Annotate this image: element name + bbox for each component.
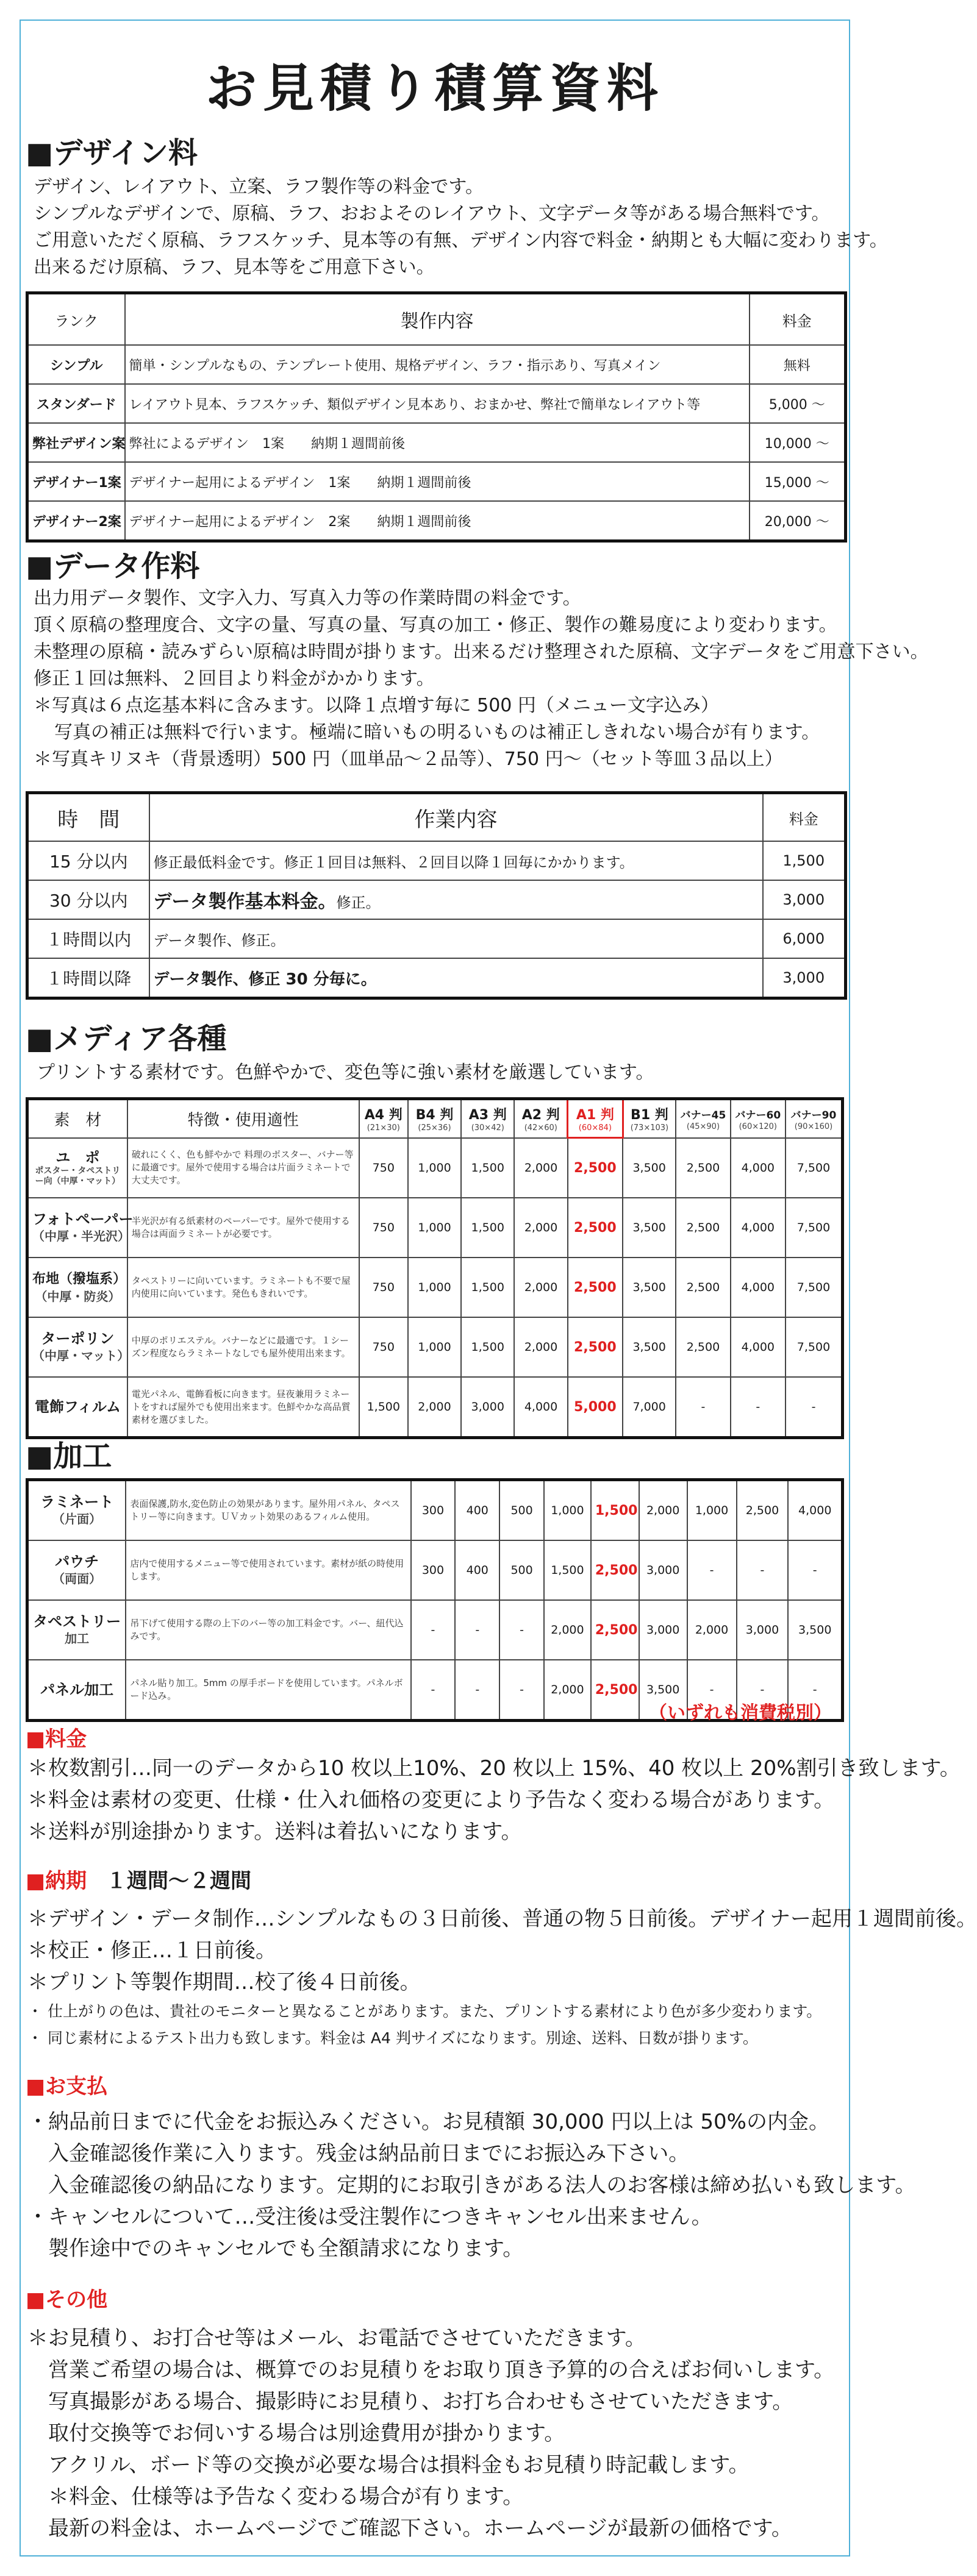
design-rank: スタンダード (27, 384, 125, 423)
other-line: 営業ご希望の場合は、概算でのお見積りをお取り頂き予算的の合えばお伺いします。 (48, 2358, 835, 2382)
text-label: 加工 (65, 1631, 90, 1646)
price-cell: 1,000 (408, 1138, 461, 1198)
design-line: シンプルなデザインで、原稿、ラフ、おおよそのレイアウト、文字データ等がある場合無料です。 (34, 203, 830, 224)
data-fee: 6,000 (763, 919, 846, 958)
design-content: デザイナー起用によるデザイン 2案 納期１週間前後 (125, 501, 750, 541)
table-row (27, 462, 846, 501)
data-header-content: 作業内容 (149, 793, 763, 842)
media-material (27, 1377, 127, 1438)
text-label: B1 判 (631, 1108, 668, 1123)
design-fee-table (26, 291, 847, 543)
price-cell: - (676, 1377, 730, 1438)
media-header-feature: 特徴・使用適性 (127, 1099, 359, 1138)
design-line: 出来るだけ原稿、ラフ、見本等をご用意下さい。 (34, 257, 435, 278)
data-content-bold: データ製作基本料金。 (153, 891, 337, 913)
price-cell: 4,000 (731, 1258, 786, 1317)
price-cell: 1,500 (591, 1480, 639, 1541)
price-cell: 2,500 (591, 1540, 639, 1600)
media-feature: タペストリーに向いています。ラミネートも不要で屋内使用に向いています。発色もきれいです。 (127, 1258, 359, 1317)
fees-body (27, 1752, 961, 1848)
text-label: ユ ポ (55, 1148, 100, 1166)
price-cell: 3,500 (623, 1138, 676, 1198)
data-content (149, 919, 763, 958)
other-line: アクリル、ボード等の交換が必要な場合は損料金もお見積り時記載します。 (48, 2453, 750, 2477)
media-material (27, 1317, 130, 1377)
price-cell: 1,500 (544, 1540, 591, 1600)
delivery-heading-period: １週間～２週間 (106, 1869, 251, 1893)
price-cell: 300 (411, 1480, 456, 1541)
price-cell: - (455, 1600, 499, 1660)
price-cell: 750 (359, 1198, 408, 1258)
design-fee: 5,000 ～ (750, 384, 846, 423)
text-label: パネル加工 (40, 1681, 114, 1698)
text-label: 布地（撥塩系） (32, 1272, 127, 1287)
design-rank: デザイナー2案 (27, 501, 125, 541)
table-row (27, 501, 846, 541)
price-cell: 1,500 (461, 1258, 514, 1317)
design-heading: ■デザイン料 (26, 136, 198, 170)
data-work-line: 頂く原稿の整理度合、文字の量、写真の量、写真の加工・修正、製作の難易度により変わります。 (34, 614, 837, 636)
media-feature: 半光沢が有る紙素材のペーパーです。屋外で使用する場合は両面ラミネートが必要です。 (127, 1198, 359, 1258)
price-cell: - (737, 1660, 789, 1721)
table-row (27, 958, 846, 998)
processing-heading: ■加工 (26, 1439, 112, 1473)
price-cell: 400 (455, 1480, 499, 1541)
price-cell: 2,500 (591, 1600, 639, 1660)
data-time: １時間以内 (27, 919, 149, 958)
text-label: (30×42) (471, 1123, 504, 1133)
data-header-fee: 料金 (763, 793, 846, 842)
size-header (676, 1099, 730, 1138)
text-label: (90×160) (794, 1122, 833, 1131)
price-cell: - (788, 1660, 842, 1721)
data-content-text: データ製作、修正。 (153, 931, 285, 949)
size-header (514, 1099, 567, 1138)
data-content (149, 841, 763, 880)
delivery-line: ＊デザイン・データ制作…シンプルなもの３日前後、普通の物５日前後。デザイナー起用１週間前後。 (27, 1907, 977, 1931)
price-cell: 2,500 (568, 1198, 623, 1258)
price-cell: 1,500 (461, 1198, 514, 1258)
price-cell: 2,500 (676, 1317, 730, 1377)
price-cell: 7,500 (786, 1198, 843, 1258)
text-label: （中厚・防炎） (35, 1289, 121, 1304)
price-cell: 2,500 (568, 1258, 623, 1317)
table-row (27, 841, 846, 880)
price-cell: - (788, 1540, 842, 1600)
data-content (149, 880, 763, 919)
other-body (27, 2322, 834, 2544)
page-title: お見積り積算資料 (205, 59, 664, 118)
delivery-body (27, 1903, 977, 2052)
text-label: バナー90 (790, 1109, 837, 1122)
delivery-note: ・ 仕上がりの色は、貴社のモニターと異なることがあります。また、プリントする素材により色が多少変わります。 (27, 2002, 822, 2020)
processing-material (27, 1540, 126, 1600)
price-cell: 750 (359, 1138, 408, 1198)
media-material (27, 1138, 127, 1198)
delivery-line: ＊校正・修正…１日前後。 (27, 1938, 276, 1963)
other-line: 最新の料金は、ホームページでご確認下さい。ホームページが最新の価格です。 (48, 2516, 792, 2541)
price-cell: - (499, 1660, 544, 1721)
price-cell: 500 (499, 1480, 544, 1541)
payment-heading: ■お支払 (26, 2074, 108, 2099)
design-content: デザイナー起用によるデザイン 1案 納期１週間前後 (125, 462, 750, 501)
price-cell: - (687, 1540, 737, 1600)
table-row (27, 1258, 843, 1317)
fees-heading: ■料金 (26, 1727, 87, 1751)
media-material (27, 1198, 134, 1258)
price-cell: 1,000 (544, 1480, 591, 1541)
price-cell: 3,000 (639, 1600, 687, 1660)
text-label: A2 判 (521, 1108, 560, 1123)
size-header-highlight (568, 1099, 623, 1138)
media-material (27, 1258, 127, 1317)
text-label: A4 判 (364, 1108, 403, 1123)
design-line: ご用意いただく原稿、ラフスケッチ、見本等の有無、デザイン内容で料金・納期とも大幅に変わります。 (34, 230, 888, 251)
price-cell: 7,500 (786, 1317, 843, 1377)
data-work-line: 修正１回は無料、２回目より料金がかかります。 (34, 668, 435, 689)
media-header-material: 素 材 (27, 1099, 127, 1138)
text-label: （片面） (52, 1512, 102, 1526)
text-label: (60×84) (578, 1123, 612, 1133)
data-time: 15 分以内 (27, 841, 149, 880)
processing-feature: 店内で使用するメニュー等で使用されています。素材が紙の時使用します。 (126, 1540, 410, 1600)
price-cell: 2,000 (687, 1600, 737, 1660)
design-header-content: 製作内容 (125, 293, 750, 346)
design-fee: 15,000 ～ (750, 462, 846, 501)
price-cell: 4,000 (514, 1377, 567, 1438)
price-cell: 2,500 (676, 1258, 730, 1317)
design-description (34, 174, 888, 281)
size-header (731, 1099, 786, 1138)
design-fee: 20,000 ～ (750, 501, 846, 541)
text-label: B4 判 (415, 1108, 454, 1123)
design-rank: シンプル (27, 345, 125, 384)
text-label: （中厚・半光沢） (32, 1229, 130, 1244)
text-label: (25×36) (418, 1123, 451, 1133)
text-label: パウチ (55, 1553, 99, 1570)
table-row (27, 423, 846, 462)
price-cell: 2,500 (568, 1317, 623, 1377)
price-cell: 3,000 (639, 1540, 687, 1600)
data-content-text: 修正。 (336, 894, 381, 911)
text-label: （両面） (52, 1571, 102, 1586)
text-label: フォトペーパー (32, 1211, 134, 1228)
data-work-line: 写真の補正は無料で行います。極端に暗いもの明るいものは補正しきれない場合が有ります。 (54, 722, 820, 743)
processing-feature: パネル貼り加工。5mm の厚手ボードを使用しています。パネルボード込み。 (126, 1660, 410, 1721)
media-heading: ■メディア各種 (26, 1022, 227, 1056)
data-work-line: ＊写真キリヌキ（背景透明）500 円（皿単品～２品等）、750 円～（セット等皿３品以上） (34, 749, 783, 770)
table-row (27, 1138, 843, 1198)
tax-note: （いずれも消費税別） (649, 1703, 832, 1724)
price-cell: 2,000 (544, 1600, 591, 1660)
price-cell: 3,000 (461, 1377, 514, 1438)
price-cell: 2,000 (514, 1258, 567, 1317)
price-cell: 4,000 (731, 1138, 786, 1198)
size-header (623, 1099, 676, 1138)
size-header (786, 1099, 843, 1138)
table-row (27, 1198, 843, 1258)
data-content-bold: データ製作、修正 30 分毎に。 (153, 970, 377, 989)
table-row (27, 1540, 843, 1600)
delivery-line: ＊プリント等製作期間…校了後４日前後。 (27, 1970, 421, 1994)
price-cell: 4,000 (731, 1198, 786, 1258)
data-header-time: 時 間 (27, 793, 149, 842)
price-cell: - (786, 1377, 843, 1438)
delivery-heading-label: ■納期 (26, 1869, 87, 1893)
text-label: 電飾フィルム (34, 1398, 121, 1415)
price-cell: 2,000 (408, 1377, 461, 1438)
fees-line: ＊枚数割引…同一のデータから10 枚以上10%、20 枚以上 15%、40 枚以上 20%割引き致します。 (27, 1756, 961, 1781)
price-cell: - (499, 1600, 544, 1660)
size-header (408, 1099, 461, 1138)
price-cell: 1,500 (461, 1317, 514, 1377)
price-cell: - (687, 1660, 737, 1721)
design-content: 弊社によるデザイン 1案 納期１週間前後 (125, 423, 750, 462)
price-cell: 3,500 (623, 1198, 676, 1258)
processing-feature: 表面保護,防水,変色防止の効果があります。屋外用パネル、タペストリー等に向きます。ＵＶカット効果のあるフィルム使用。 (126, 1480, 410, 1541)
design-fee: 10,000 ～ (750, 423, 846, 462)
payment-line: 製作途中でのキャンセルでも全額請求になります。 (48, 2236, 524, 2261)
price-cell: 500 (499, 1540, 544, 1600)
price-cell: 5,000 (568, 1377, 623, 1438)
table-row (27, 1317, 843, 1377)
data-fee: 1,500 (763, 841, 846, 880)
price-cell: - (731, 1377, 786, 1438)
price-cell: 3,500 (788, 1600, 842, 1660)
processing-feature: 吊下げて使用する際の上下のバー等の加工料金です。バー、紐代込みです。 (126, 1600, 410, 1660)
design-content: 簡単・シンプルなもの、テンプレート使用、規格デザイン、ラフ・指示あり、写真メイン (125, 345, 750, 384)
data-work-description (34, 585, 929, 773)
text-label: タペストリー (33, 1613, 121, 1630)
price-cell: 1,500 (461, 1138, 514, 1198)
price-cell: 7,000 (623, 1377, 676, 1438)
fees-line: ＊料金は素材の変更、仕様・仕入れ価格の変更により予告なく変わる場合があります。 (27, 1788, 835, 1812)
payment-line: 入金確認後の納品になります。定期的にお取引きがある法人のお客様は締め払いも致します。 (48, 2173, 916, 2197)
payment-body (27, 2106, 916, 2265)
fees-line: ＊送料が別途掛かります。送料は着払いになります。 (27, 1820, 522, 1844)
price-cell: - (411, 1660, 456, 1721)
table-row (27, 1600, 843, 1660)
media-feature: 電光パネル、電飾看板に向きます。昼夜兼用ラミネートをすれば屋外でも使用出来ます。色鮮やかな高品質素材を選びました。 (127, 1377, 359, 1438)
price-cell: 750 (359, 1258, 408, 1317)
price-cell: 1,000 (408, 1317, 461, 1377)
design-header-rank: ランク (27, 293, 125, 346)
price-cell: 4,000 (731, 1317, 786, 1377)
price-cell: 4,000 (788, 1480, 842, 1541)
price-cell: - (737, 1540, 789, 1600)
text-label: バナー45 (680, 1109, 726, 1122)
payment-line: 入金確認後作業に入ります。残金は納品前日までにお振込み下さい。 (48, 2141, 690, 2166)
other-line: 写真撮影がある場合、撮影時にお見積り、お打ち合わせもさせていただきます。 (48, 2389, 793, 2414)
design-line: デザイン、レイアウト、立案、ラフ製作等の料金です。 (34, 176, 484, 197)
price-cell: 300 (411, 1540, 456, 1600)
size-header (359, 1099, 408, 1138)
price-cell: 7,500 (786, 1138, 843, 1198)
price-cell: 400 (455, 1540, 499, 1600)
processing-price-table (26, 1478, 844, 1722)
other-line: ＊料金、仕様等は予告なく変わる場合が有ります。 (48, 2485, 524, 2509)
text-label: バナー60 (735, 1109, 781, 1122)
price-cell: 2,500 (676, 1138, 730, 1198)
text-label: (42×60) (524, 1123, 557, 1133)
data-fee: 3,000 (763, 880, 846, 919)
price-cell: 1,000 (408, 1198, 461, 1258)
payment-line: ・キャンセルについて…受注後は受注製作につきキャンセル出来ません。 (27, 2205, 712, 2229)
price-cell: 2,000 (514, 1198, 567, 1258)
price-cell: - (455, 1660, 499, 1721)
media-intro: プリントする素材です。色鮮やかで、変色等に強い素材を厳選しています。 (37, 1062, 654, 1083)
price-cell: 3,500 (623, 1317, 676, 1377)
price-cell: 1,500 (359, 1377, 408, 1438)
other-line: ＊お見積り、お打合せ等はメール、お電話でさせていただきます。 (27, 2326, 646, 2350)
table-row (27, 1377, 843, 1438)
price-cell: 2,000 (514, 1138, 567, 1198)
payment-line: ・納品前日までに代金をお振込みください。お見積額 30,000 円以上は 50%の内金。 (27, 2110, 829, 2134)
text-label: ポスター・タペストリー向（中厚・マット） (35, 1165, 121, 1186)
text-label: (45×90) (686, 1122, 720, 1131)
data-work-line: 出力用データ製作、文字入力、写真入力等の作業時間の料金です。 (34, 588, 581, 609)
data-work-line: 未整理の原稿・読みずらい原稿は時間が掛ります。出来るだけ整理された原稿、文字データをご用意下さい。 (34, 641, 929, 663)
text-label: A3 判 (468, 1108, 507, 1123)
text-label: (60×120) (739, 1122, 778, 1131)
data-content-text: 修正最低料金です。修正１回目は無料、２回目以降１回毎にかかります。 (153, 853, 634, 871)
price-cell: 2,500 (737, 1480, 789, 1541)
table-row (27, 345, 846, 384)
price-cell: 2,500 (568, 1138, 623, 1198)
text-label: (21×30) (367, 1123, 400, 1133)
design-fee: 無料 (750, 345, 846, 384)
design-rank: 弊社デザイン案 (27, 423, 125, 462)
price-cell: 3,500 (639, 1660, 687, 1721)
processing-material (27, 1480, 126, 1541)
price-cell: 1,000 (687, 1480, 737, 1541)
text-label: ラミネート (40, 1493, 114, 1510)
media-feature: 中厚のポリエステル。バナーなどに最適です。１シーズン程度ならラミネートなしでも屋外使用出来ます。 (127, 1317, 359, 1377)
price-cell: 1,000 (408, 1258, 461, 1317)
media-price-table (26, 1097, 844, 1439)
price-cell: 2,000 (639, 1480, 687, 1541)
other-heading: ■その他 (26, 2288, 108, 2312)
processing-material (27, 1600, 126, 1660)
table-row (27, 880, 846, 919)
data-fee: 3,000 (763, 958, 846, 998)
price-cell: 750 (359, 1317, 408, 1377)
delivery-heading (26, 1864, 251, 1894)
table-row (27, 384, 846, 423)
text-label: ターポリン (41, 1330, 115, 1347)
price-cell: 2,500 (676, 1198, 730, 1258)
processing-material (27, 1660, 126, 1721)
data-work-line: ＊写真は６点迄基本料に含みます。以降１点増す毎に 500 円（メニュー文字込み） (34, 695, 719, 716)
text-label: (73×103) (630, 1123, 669, 1133)
size-header (461, 1099, 514, 1138)
delivery-note: ・ 同じ素材によるテスト出力も致します。料金は A4 判サイズになります。別途、送料、日数が掛ります。 (27, 2029, 758, 2047)
design-content: レイアウト見本、ラフスケッチ、類似デザイン見本あり、おまかせ、弊社で簡単なレイアウト等 (125, 384, 750, 423)
price-cell: 2,000 (544, 1660, 591, 1721)
price-cell: 3,500 (623, 1258, 676, 1317)
price-cell: 2,000 (514, 1317, 567, 1377)
text-label: A1 判 (576, 1108, 614, 1123)
design-header-fee: 料金 (750, 293, 846, 346)
media-feature: 破れにくく、色も鮮やかで 料理のポスター、バナー等に最適です。屋外で使用する場合は片面ラミネートで大丈夫です。 (127, 1138, 359, 1198)
data-time: １時間以降 (27, 958, 149, 998)
data-time: 30 分以内 (27, 880, 149, 919)
price-cell: 7,500 (786, 1258, 843, 1317)
data-work-heading: ■データ作料 (26, 549, 200, 583)
data-content (149, 958, 763, 998)
design-rank: デザイナー1案 (27, 462, 125, 501)
price-cell: 3,000 (737, 1600, 789, 1660)
other-line: 取付交換等でお伺いする場合は別途費用が掛かります。 (48, 2421, 565, 2446)
price-cell: 2,500 (591, 1660, 639, 1721)
price-cell: - (411, 1600, 456, 1660)
table-row (27, 919, 846, 958)
data-work-fee-table (26, 791, 847, 1000)
table-row (27, 1480, 843, 1541)
text-label: （中厚・マット） (32, 1348, 130, 1363)
